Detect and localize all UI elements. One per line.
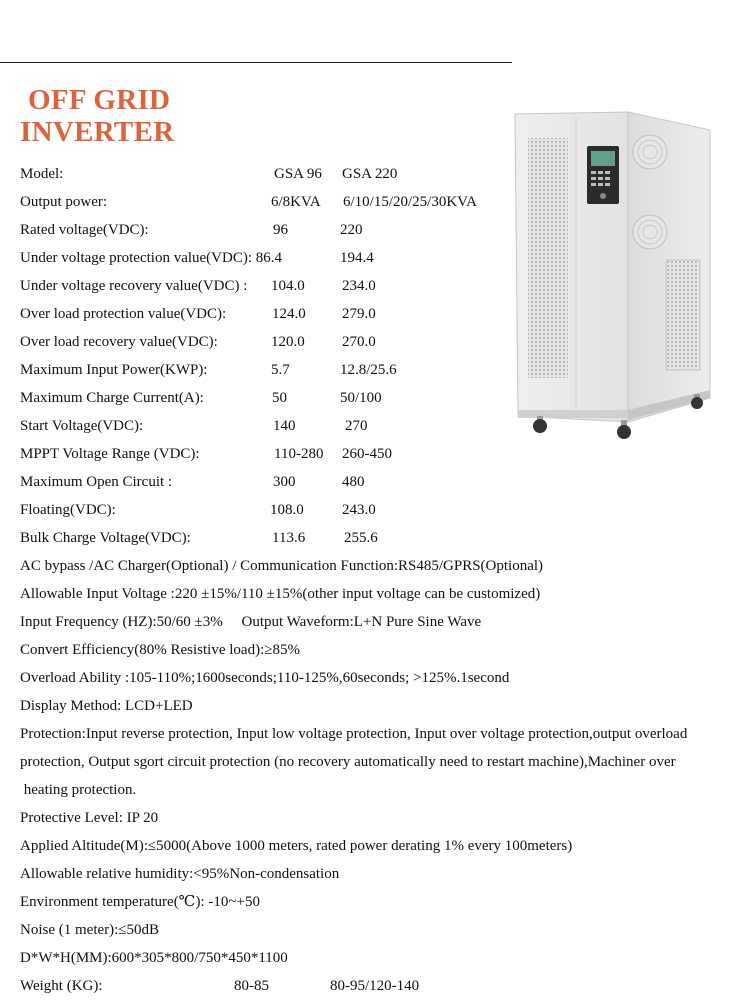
spec-value-2: 255.6	[344, 530, 378, 546]
spec-value-1: 50	[272, 390, 287, 406]
spec-row-under-voltage-protection	[20, 249, 374, 267]
spec-label: Maximum Input Power(KWP):	[20, 362, 208, 378]
spec-row-mppt-voltage-range	[20, 445, 392, 463]
spec-value-2: 50/100	[340, 390, 382, 406]
spec-value-2: 234.0	[342, 278, 376, 294]
spec-value-2: 260-450	[342, 446, 392, 462]
spec-label: Bulk Charge Voltage(VDC):	[20, 530, 191, 546]
spec-line: D*W*H(MM):600*305*800/750*450*1100	[20, 950, 288, 966]
spec-label: Weight (KG):	[20, 978, 103, 994]
spec-label: Model:	[20, 166, 64, 182]
spec-value-1: 5.7	[271, 362, 290, 378]
spec-value-2: 80-95/120-140	[330, 978, 420, 994]
spec-label: Floating(VDC):	[20, 502, 116, 518]
spec-value-1: 113.6	[272, 530, 306, 546]
spec-value-2: GSA 220	[342, 166, 398, 182]
spec-row-over-load-protection	[20, 305, 376, 323]
spec-value-2: 243.0	[342, 502, 376, 518]
spec-row-start-voltage	[20, 417, 368, 435]
spec-value-1: 300	[273, 474, 296, 490]
spec-value-2: 12.8/25.6	[340, 362, 397, 378]
spec-label: Under voltage recovery value(VDC) :	[20, 278, 248, 294]
spec-value-2: 270.0	[342, 334, 376, 350]
spec-value-1: 140	[273, 418, 296, 434]
spec-value-1: 80-85	[234, 978, 269, 994]
spec-label: Start Voltage(VDC):	[20, 418, 144, 434]
brand-logo-icon	[600, 193, 606, 199]
page-title	[20, 84, 174, 148]
spec-row-rated-voltage	[20, 221, 363, 239]
spec-row-max-charge-current	[20, 389, 382, 407]
side-vent-grille	[666, 260, 700, 370]
spec-line: Applied Altitude(M):≤5000(Above 1000 meters, rated power derating 1% every 100meters)	[20, 838, 573, 854]
title-line-1: OFF GRID	[28, 84, 171, 116]
inverter-cabinet-image	[510, 100, 732, 450]
spec-label: Under voltage protection value(VDC): 86.4	[20, 250, 283, 266]
spec-line: heating protection.	[20, 782, 137, 798]
spec-line: Overload Ability :105-110%;1600seconds;110-125%,60seconds; >125%.1second	[20, 670, 510, 686]
spec-label: Over load protection value(VDC):	[20, 306, 227, 322]
spec-value-1: 124.0	[272, 306, 306, 322]
spec-row-bulk-charge-voltage	[20, 529, 378, 547]
spec-value-2: 270	[345, 418, 368, 434]
spec-value-2: 279.0	[342, 306, 376, 322]
spec-row-weight	[20, 977, 420, 995]
cabinet-vent-grille	[528, 138, 568, 378]
spec-value-2: 220	[340, 222, 363, 238]
spec-label: Maximum Open Circuit :	[20, 474, 173, 490]
spec-value-1: 108.0	[270, 502, 304, 518]
spec-label: Output power:	[20, 194, 108, 210]
spec-line: Protective Level: IP 20	[20, 810, 159, 826]
spec-value-1: 96	[273, 222, 288, 238]
lcd-display-icon	[591, 151, 615, 166]
spec-line: Environment temperature(℃): -10~+50	[20, 894, 260, 910]
spec-row-max-open-circuit	[20, 473, 365, 491]
spec-label: Maximum Charge Current(A):	[20, 390, 204, 406]
spec-row-floating	[20, 501, 376, 519]
spec-label: Over load recovery value(VDC):	[20, 334, 218, 350]
spec-value-2: 480	[342, 474, 365, 490]
spec-row-output-power	[20, 193, 477, 211]
spec-label: MPPT Voltage Range (VDC):	[20, 446, 200, 462]
top-divider	[0, 62, 512, 63]
spec-line: Display Method: LCD+LED	[20, 698, 193, 714]
spec-value-1: GSA 96	[274, 166, 322, 182]
spec-line: Input Frequency (HZ):50/60 ±3% Output Waveform:L+N Pure Sine Wave	[20, 614, 482, 630]
spec-value-1: 104.0	[271, 278, 305, 294]
spec-row-over-load-recovery	[20, 333, 376, 351]
spec-value-1: 6/8KVA	[271, 194, 321, 210]
spec-row-model	[20, 165, 398, 183]
spec-value-2: 194.4	[340, 250, 374, 266]
spec-value-2: 6/10/15/20/25/30KVA	[343, 194, 477, 210]
spec-row-max-input-power	[20, 361, 397, 379]
spec-label: Rated voltage(VDC):	[20, 222, 149, 238]
spec-line: Convert Efficiency(80% Resistive load):≥85%	[20, 642, 300, 658]
title-line-2: INVERTER	[20, 116, 175, 148]
spec-row-under-voltage-recovery	[20, 277, 376, 295]
spec-line: Noise (1 meter):≤50dB	[20, 922, 160, 938]
spec-line: Protection:Input reverse protection, Input low voltage protection, Input over voltage protection,output overload	[20, 726, 688, 742]
keypad-icon	[591, 171, 610, 186]
spec-line: Allowable Input Voltage :220 ±15%/110 ±15%(other input voltage can be customized)	[20, 586, 541, 602]
spec-value-1: 110-280	[274, 446, 324, 462]
spec-value-1: 120.0	[271, 334, 305, 350]
spec-line: protection, Output sgort circuit protection (no recovery automatically need to restart machine),Machiner over	[20, 754, 676, 770]
spec-line: Allowable relative humidity:<95%Non-condensation	[20, 866, 340, 882]
spec-line: AC bypass /AC Charger(Optional) / Communication Function:RS485/GPRS(Optional)	[20, 558, 544, 574]
